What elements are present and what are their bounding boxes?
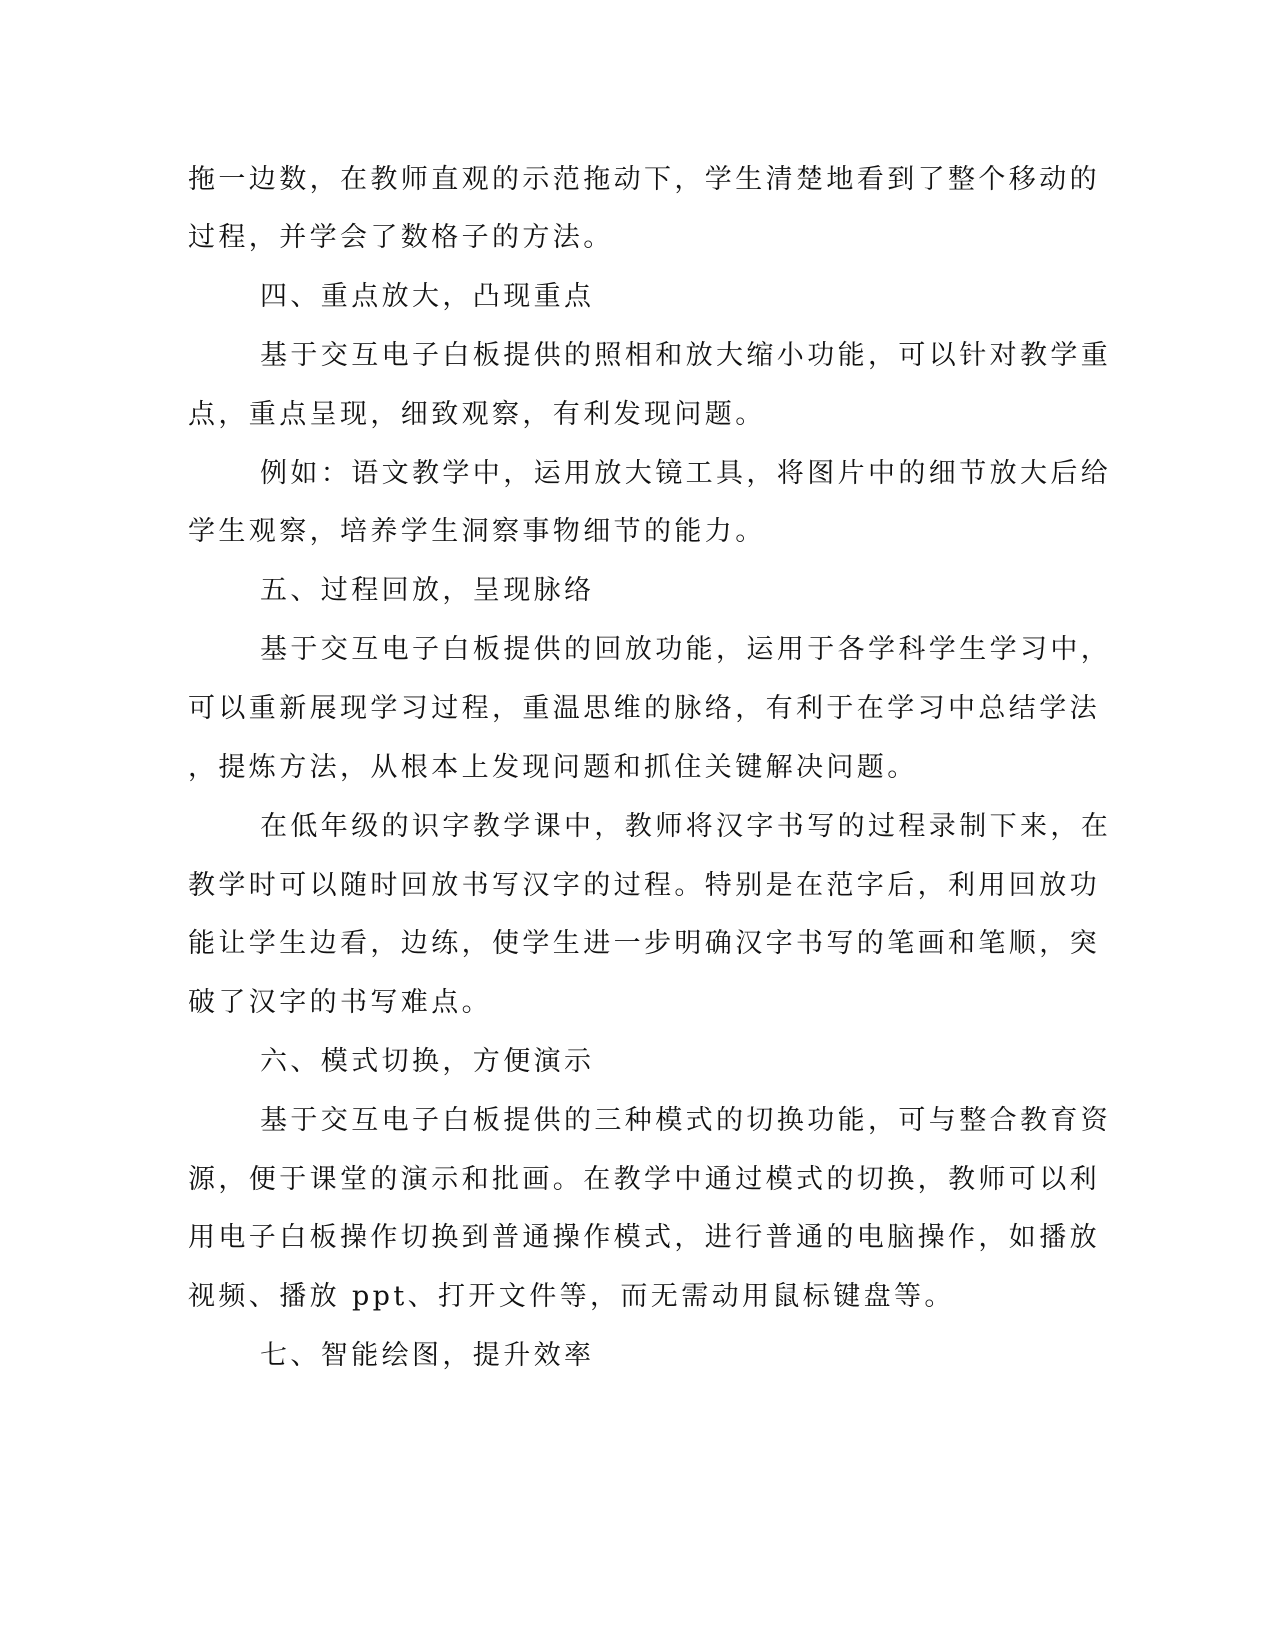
text-line: 破了汉字的书写难点。 — [188, 987, 492, 1018]
text-line: 基于交互电子白板提供的三种模式的切换功能，可与整合教育资 — [260, 1105, 1112, 1136]
text-line: 点，重点呈现，细致观察，有利发现问题。 — [188, 399, 766, 430]
text-line: ，提炼方法，从根本上发现问题和抓住关键解决问题。 — [188, 752, 918, 783]
text-line: 视频、播放 ppt、打开文件等，而无需动用鼠标键盘等。 — [188, 1281, 955, 1312]
text-line: 能让学生边看，边练，使学生进一步明确汉字书写的笔画和笔顺，突 — [188, 928, 1100, 959]
text-line: 教学时可以随时回放书写汉字的过程。特别是在范字后，利用回放功 — [188, 870, 1100, 901]
section-heading: 七、智能绘图，提升效率 — [260, 1340, 595, 1371]
text-line: 学生观察，培养学生洞察事物细节的能力。 — [188, 516, 766, 547]
text-line: 过程，并学会了数格子的方法。 — [188, 222, 614, 253]
text-line: 可以重新展现学习过程，重温思维的脉络，有利于在学习中总结学法 — [188, 693, 1100, 724]
section-heading: 六、模式切换，方便演示 — [260, 1046, 595, 1077]
text-line: 拖一边数，在教师直观的示范拖动下，学生清楚地看到了整个移动的 — [188, 164, 1100, 195]
text-line: 基于交互电子白板提供的回放功能，运用于各学科学生学习中， — [260, 634, 1112, 665]
text-line: 源，便于课堂的演示和批画。在教学中通过模式的切换，教师可以利 — [188, 1164, 1100, 1195]
text-line: 例如：语文教学中，运用放大镜工具，将图片中的细节放大后给 — [260, 458, 1112, 489]
section-heading: 四、重点放大，凸现重点 — [260, 281, 595, 312]
section-heading: 五、过程回放，呈现脉络 — [260, 575, 595, 606]
text-line: 基于交互电子白板提供的照相和放大缩小功能，可以针对教学重 — [260, 340, 1112, 371]
text-line: 用电子白板操作切换到普通操作模式，进行普通的电脑操作，如播放 — [188, 1222, 1100, 1253]
text-line: 在低年级的识字教学课中，教师将汉字书写的过程录制下来，在 — [260, 811, 1112, 842]
